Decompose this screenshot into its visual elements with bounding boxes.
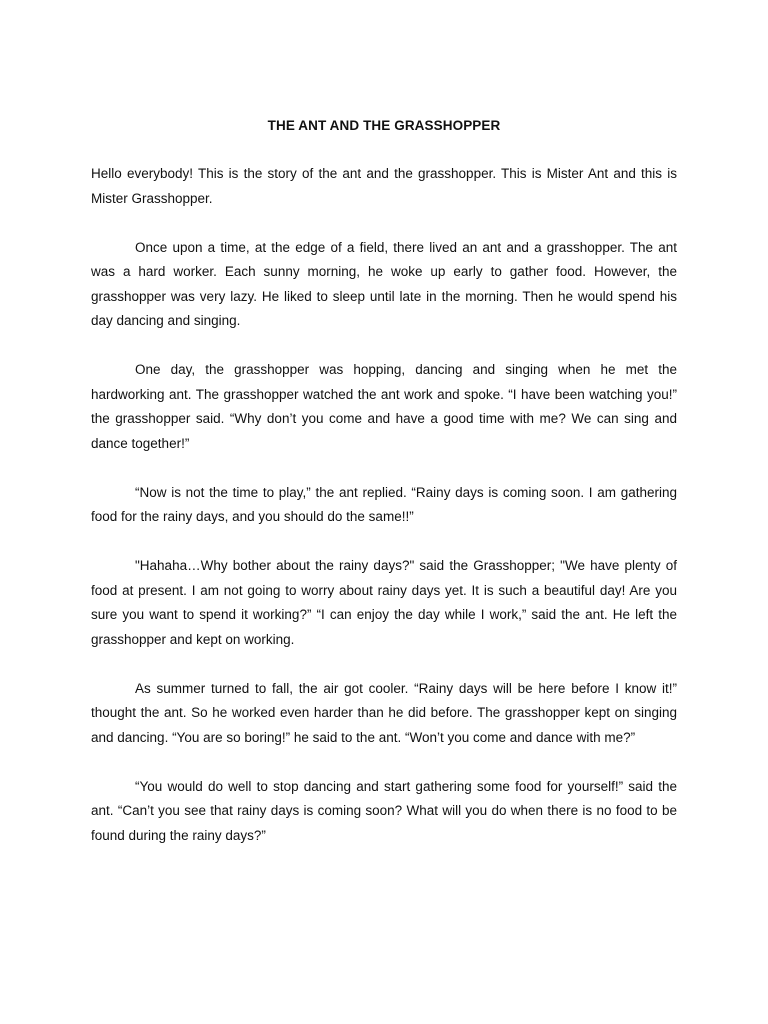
paragraph-grasshopper-reply: "Hahaha…Why bother about the rainy days?" said the Grasshopper; "We have plenty of food at present. I am not going to worry about rainy days yet. It is such a beautiful day! Are you sure you want to spend it working?” “I can enjoy the day while I work,” said the ant. He left the grasshopper and kept on working. bbox=[91, 558, 677, 647]
document-body bbox=[91, 162, 677, 873]
paragraph-ant-warning: “You would do well to stop dancing and start gathering some food for yourself!” said the ant. “Can’t you see that rainy days is coming soon? What will you do when there is no food to be found during the rainy days?” bbox=[91, 778, 677, 843]
paragraph-one-day: One day, the grasshopper was hopping, dancing and singing when he met the hardworking ant. The grasshopper watched the ant work and spoke. “I have been watching you!” the grasshopper said. “Why don’t you come and have a good time with me? We can sing and dance together!” bbox=[91, 362, 677, 451]
paragraph-ant-reply: “Now is not the time to play,” the ant replied. “Rainy days is coming soon. I am gathering food for the rainy days, and you should do the same!!” bbox=[91, 484, 677, 524]
document-title: THE ANT AND THE GRASSHOPPER bbox=[267, 118, 501, 133]
paragraph-summer-to-fall: As summer turned to fall, the air got cooler. “Rainy days will be here before I know it!” thought the ant. So he worked even harder than he did before. The grasshopper kept on singing and dancing. “You are so boring!” he said to the ant. “Won’t you come and dance with me?” bbox=[91, 680, 677, 745]
paragraph-once-upon-a-time: Once upon a time, at the edge of a field, there lived an ant and a grasshopper. The ant was a hard worker. Each sunny morning, he woke up early to gather food. However, the grasshopper was very lazy. He liked to sleep until late in the morning. Then he would spend his day dancing and singing. bbox=[91, 239, 677, 328]
paragraph-intro: Hello everybody! This is the story of the ant and the grasshopper. This is Mister Ant and this is Mister Grasshopper. bbox=[91, 166, 677, 206]
